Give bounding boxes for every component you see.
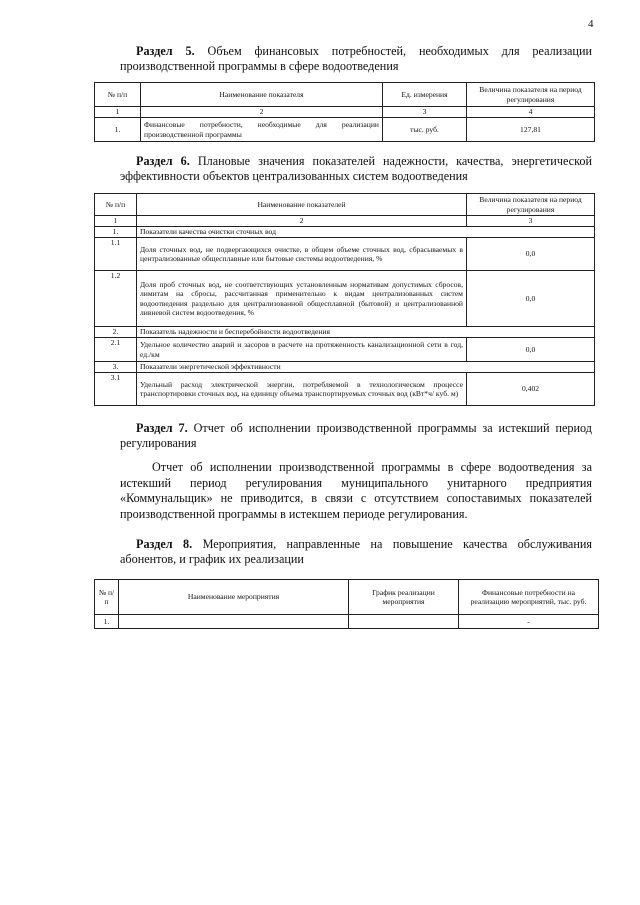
row-number: 1.2 [95, 271, 137, 327]
row-value: 127,81 [467, 118, 595, 142]
row-value: 0,402 [467, 373, 595, 406]
header-cell: Величина показателя на период регулирования [467, 83, 595, 107]
row-unit: тыс. руб. [383, 118, 467, 142]
group-name: Показатели качества очистки сточных вод [137, 227, 595, 238]
header-cell: Финансовые потребности на реализацию мероприятий, тыс. руб. [459, 580, 599, 615]
section7-body: Отчет об исполнении производственной программы в сфере водоотведения за истекший период регулирования муниципального унитарного предприятия «Коммунальщик» не приводится, в связи с отсутствием сопоставимых показателей производственной программы в истекшем периоде регулирования. [120, 460, 592, 521]
section5-heading [120, 44, 592, 74]
section6-title: Плановые значения показателей надежности, качества, энергетической эффективности объектов централизованных систем водоотведения [120, 154, 592, 183]
section5-label: Раздел 5. [136, 44, 195, 58]
group-name: Показатели энергетической эффективности [137, 362, 595, 373]
section6-label: Раздел 6. [136, 154, 190, 168]
row-name: Финансовые потребности, необходимые для реализации производственной программы [141, 118, 383, 142]
row-number: 2.1 [95, 338, 137, 362]
row-number: 1.1 [95, 238, 137, 271]
header-cell: Наименование мероприятия [119, 580, 349, 615]
column-number-row [95, 107, 595, 118]
header-cell: № п/п [95, 580, 119, 615]
column-number: 3 [467, 216, 595, 227]
table-group-row [95, 227, 595, 238]
row-number: 1. [95, 118, 141, 142]
section5-table [94, 82, 595, 142]
row-name: Удельное количество аварий и засоров в расчете на протяженность канализационной сети в год, ед./км [137, 338, 467, 362]
group-name: Показатель надежности и бесперебойности водоотведения [137, 327, 595, 338]
header-cell: Величина показателя на период регулирования [467, 194, 595, 216]
section7-heading [120, 421, 592, 451]
row-name: Удельный расход электрической энергии, потребляемой в технологическом процессе транспортировки сточных вод, на единицу объема транспортируемых сточных вод (кВт*ч/ куб. м) [137, 373, 467, 406]
header-cell: Наименование показателя [141, 83, 383, 107]
column-number: 2 [137, 216, 467, 227]
table-row [95, 238, 595, 271]
page-number: 4 [588, 18, 594, 30]
header-cell: Наименование показателей [137, 194, 467, 216]
table-group-row [95, 327, 595, 338]
table-row [95, 118, 595, 142]
row-schedule [349, 615, 459, 629]
section7-title: Отчет об исполнении производственной программы за истекший период регулирования [120, 421, 592, 450]
table-group-row [95, 362, 595, 373]
table-row [95, 271, 595, 327]
header-cell: № п/п [95, 194, 137, 216]
table-row [95, 373, 595, 406]
table-header-row [95, 580, 599, 615]
table-header-row [95, 194, 595, 216]
header-cell: График реализации мероприятия [349, 580, 459, 615]
header-cell: № п/п [95, 83, 141, 107]
row-number: 1. [95, 227, 137, 238]
row-value: - [459, 615, 599, 629]
section8-table [94, 579, 599, 629]
column-number: 3 [383, 107, 467, 118]
row-value: 0,0 [467, 338, 595, 362]
row-name: Доля сточных вод, не подвергающихся очистке, в общем объеме сточных вод, сбрасываемых в централизованные общесплавные или бытовые системы водоотведения, % [137, 238, 467, 271]
column-number: 1 [95, 107, 141, 118]
section8-title: Мероприятия, направленные на повышение качества обслуживания абонентов, и график их реализации [120, 537, 592, 566]
row-number: 1. [95, 615, 119, 629]
row-number: 3. [95, 362, 137, 373]
table-header-row [95, 83, 595, 107]
column-number-row [95, 216, 595, 227]
row-number: 2. [95, 327, 137, 338]
row-value: 0,0 [467, 271, 595, 327]
section8-label: Раздел 8. [136, 537, 193, 551]
row-number: 3.1 [95, 373, 137, 406]
table-row [95, 615, 599, 629]
header-cell: Ед. измерения [383, 83, 467, 107]
row-name [119, 615, 349, 629]
table-row [95, 338, 595, 362]
row-name: Доля проб сточных вод, не соответствующих установленным нормативам допустимых сбросов, лимитам на сбросы, рассчитанная применительно к видам централизованных систем водоотведения раздельно для централизованной общесплавной (бытовой) и централизованной ливневой систем водоотведения, % [137, 271, 467, 327]
section7-label: Раздел 7. [136, 421, 188, 435]
column-number: 4 [467, 107, 595, 118]
section6-heading [120, 154, 592, 184]
section6-table [94, 193, 595, 406]
section5-title: Объем финансовых потребностей, необходимых для реализации производственной программы в сфере водоотведения [120, 44, 593, 73]
row-value: 0,0 [467, 238, 595, 271]
column-number: 1 [95, 216, 137, 227]
section8-heading [120, 537, 592, 567]
column-number: 2 [141, 107, 383, 118]
